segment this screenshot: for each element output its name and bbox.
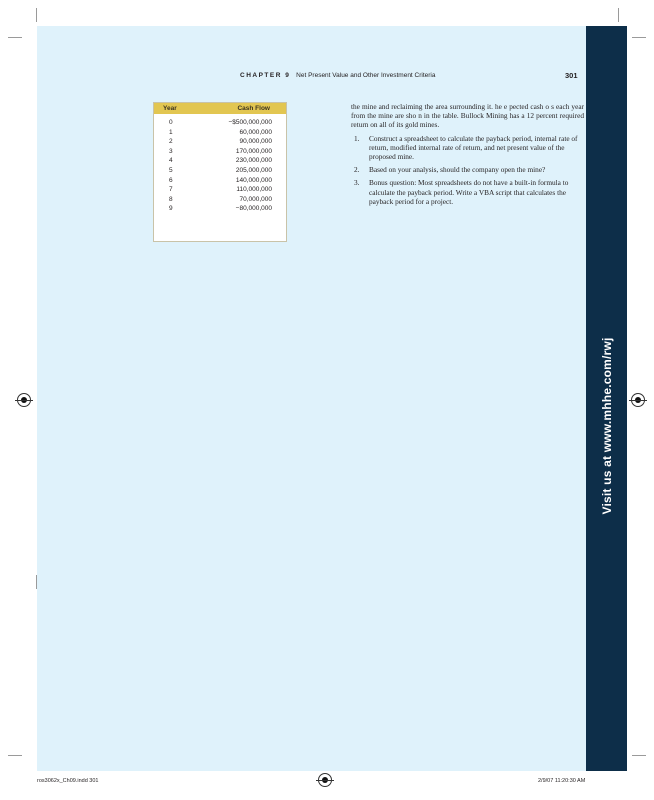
cash-flow-table (153, 102, 287, 242)
cash-flow-cell: 140,000,000 (235, 176, 272, 184)
question-item (351, 165, 584, 174)
cash-flow-cell: 70,000,000 (239, 195, 272, 203)
sidebar-url-text: Visit us at www.mhhe.com/rwj (599, 337, 614, 515)
registration-mark-icon (631, 393, 645, 407)
question-text: Bonus question: Most spreadsheets do not have a built-in formula to calculate the payback period. Write a VBA script that calculates the payback period for a project. (369, 178, 569, 206)
year-cell: 3 (169, 147, 173, 155)
table-row (154, 195, 286, 205)
cash-flow-cell: 60,000,000 (239, 128, 272, 136)
cash-flow-cell: −80,000,000 (235, 205, 272, 213)
question-text: Construct a spreadsheet to calculate the payback period, internal rate of return, modified internal rate of return, and net present value of the proposed mine. (369, 133, 578, 162)
crop-mark (632, 755, 646, 756)
crop-mark (36, 8, 37, 22)
page-number: 301 (565, 71, 578, 80)
crop-mark (618, 8, 619, 22)
table-body (154, 114, 286, 214)
intro-paragraph: the mine and reclaiming the area surrounding it. he e pected cash o s each year from the mine are sho n in the table. Bullock Mining has a 12 percent required return on all of its gold mines. (351, 102, 584, 130)
table-row (154, 147, 286, 157)
question-item (351, 134, 584, 162)
footer-timestamp: 2/9/07 11:20:30 AM (538, 778, 586, 784)
cash-flow-cell: 205,000,000 (235, 166, 272, 174)
question-item (351, 178, 584, 206)
year-cell: 0 (169, 119, 173, 126)
cash-flow-cell: −$500,000,000 (228, 119, 272, 126)
table-row (154, 137, 286, 147)
year-cell: 2 (169, 138, 173, 146)
table-row (154, 204, 286, 214)
year-cell: 4 (169, 157, 173, 165)
cash-flow-cell: 110,000,000 (236, 186, 272, 194)
table-row (154, 176, 286, 186)
table-row (154, 128, 286, 138)
sidebar (586, 26, 627, 771)
cash-flow-cell: 230,000,000 (235, 157, 272, 165)
registration-mark-icon (17, 393, 31, 407)
table-row (154, 118, 286, 128)
col-year-header: Year (163, 105, 177, 112)
year-cell: 8 (169, 195, 173, 203)
question-number: 1. (354, 133, 360, 143)
year-cell: 6 (169, 176, 173, 184)
crop-mark (8, 37, 22, 38)
crop-mark (632, 37, 646, 38)
question-number: 2. (354, 165, 360, 175)
footer-file: ros3062x_Ch09.indd 301 (37, 778, 99, 784)
table-header (154, 103, 286, 114)
year-cell: 7 (169, 186, 173, 194)
year-cell: 9 (169, 205, 173, 213)
registration-mark-icon (318, 773, 332, 787)
table-row (154, 156, 286, 166)
year-cell: 5 (169, 166, 173, 174)
cash-flow-cell: 170,000,000 (235, 147, 272, 155)
year-cell: 1 (169, 128, 173, 136)
question-list (351, 134, 584, 206)
crop-mark (8, 755, 22, 756)
chapter-title: Net Present Value and Other Investment Criteria (296, 72, 436, 79)
chapter-label: CHAPTER 9 (240, 72, 291, 79)
table-row (154, 166, 286, 176)
col-cash-flow-header: Cash Flow (237, 105, 270, 112)
running-header (240, 72, 436, 79)
question-number: 3. (354, 178, 360, 188)
question-text: Based on your analysis, should the company open the mine? (369, 165, 546, 175)
exercise-text (351, 102, 584, 210)
cash-flow-cell: 90,000,000 (239, 138, 272, 146)
table-row (154, 185, 286, 195)
